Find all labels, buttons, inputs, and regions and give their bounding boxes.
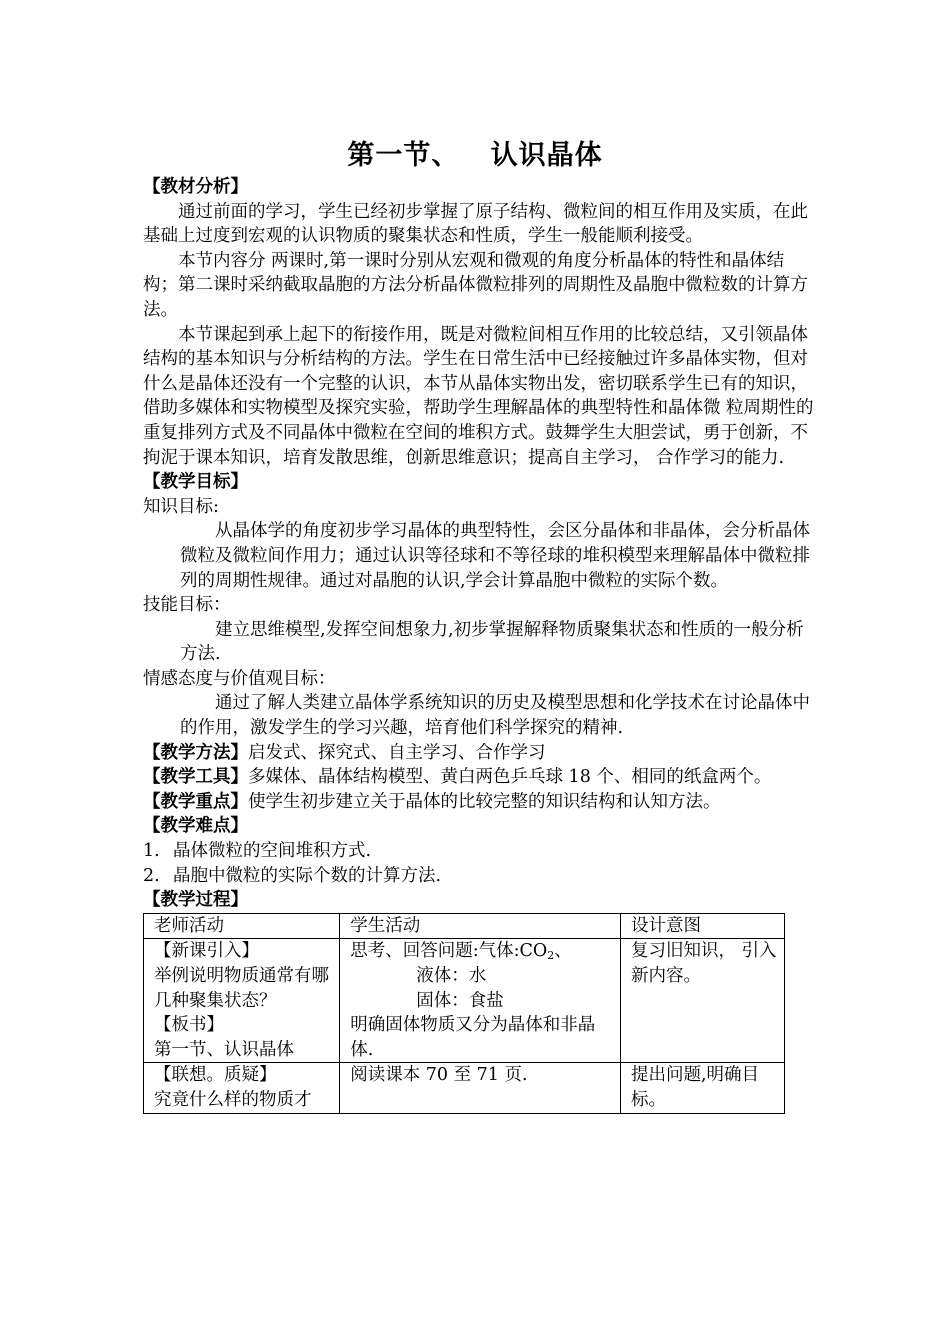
student-conclusion-text: 明确固体物质又分为晶体和非晶体. — [350, 1015, 596, 1060]
difficulty-item — [143, 839, 815, 864]
teaching-key-heading: 【教学重点】 — [143, 791, 248, 812]
design-intent-cell — [620, 1063, 784, 1113]
teaching-method-heading: 【教学方法】 — [143, 742, 248, 763]
teacher-activity-cell — [144, 1063, 340, 1113]
header-design-intent: 设计意图 — [620, 913, 784, 939]
student-answer-gas — [350, 939, 614, 964]
student-activity-cell — [340, 1063, 621, 1113]
new-lesson-intro-label: 【新课引入】 — [154, 941, 259, 962]
section-heading-teaching-goals: 【教学目标】 — [143, 472, 248, 493]
blackboard-text: 第一节、认识晶体 — [154, 1039, 294, 1060]
teaching-process-heading: 【教学过程】 — [143, 890, 248, 911]
student-answer-solid: 固体：食盐 — [416, 990, 504, 1011]
difficulty-item — [143, 864, 815, 889]
student-answer-liquid: 液体：水 — [416, 966, 487, 986]
table-header-row — [144, 913, 785, 939]
document-body — [143, 175, 815, 1114]
teaching-process-table — [143, 913, 785, 1114]
student-activity-cell — [340, 939, 621, 1063]
difficulty-item-text: 晶胞中微粒的实际个数的计算方法. — [173, 865, 442, 886]
difficulty-item-text: 晶体微粒的空间堆积方式. — [173, 841, 372, 862]
skill-goal-text: 建立思维模型,发挥空间想象力,初步掌握解释物质聚集状态和性质的一般分析方法. — [180, 619, 804, 665]
difficulty-item-number: 1. — [143, 841, 160, 862]
blackboard-label: 【板书】 — [154, 1015, 224, 1036]
paragraph-analysis-3: 本节课起到承上起下的衔接作用，既是对微粒间相互作用的比较总结，又引领晶体结构的基本知识与分析结构的方法。学生在日常生活中已经接触过许多晶体实物，但对什么是晶体还没有一个完整的认识，本节从晶体实物出发，密切联系学生已有的知识，借助多媒体和实物模型及探究实验，帮助学生理解晶体的典型特性和晶体微 粒周期性的重复排列方式及不同晶体中微粒在空间的堆积方式。鼓舞学生大胆尝试，勇于创新，不拘泥于课本知识，培育发散思维，创新思维意识；提高自主学习， 合作学习的能力. — [143, 324, 814, 468]
teaching-key-line — [143, 790, 815, 815]
teaching-tools-heading: 【教学工具】 — [143, 767, 248, 788]
co2-subscript: 2 — [547, 949, 555, 963]
section-heading-material-analysis: 【教材分析】 — [143, 177, 248, 197]
design-intent-text: 提出问题,明确目标。 — [630, 1065, 760, 1110]
header-student-activity: 学生活动 — [340, 913, 621, 939]
table-row — [144, 1063, 785, 1113]
teaching-method-line — [143, 741, 815, 766]
teaching-key-text: 使学生初步建立关于晶体的比较完整的知识结构和认知方法。 — [248, 791, 721, 812]
header-teacher-activity: 老师活动 — [144, 913, 340, 939]
skill-goal-label: 技能目标： — [143, 595, 231, 616]
gas-answer-punct: 、 — [554, 941, 572, 962]
knowledge-goal-text: 从晶体学的角度初步学习晶体的典型特性，会区分晶体和非晶体，会分析晶体微粒及微粒间作用力；通过认识等径球和不等径球的堆积模型来理解晶体中微粒排列的周期性规律。通过对晶胞的认识,学会计算晶胞中微粒的实际个数。 — [180, 521, 810, 591]
teaching-tools-line — [143, 765, 815, 790]
gas-answer-text: 思考、回答问题:气体:CO — [350, 941, 548, 962]
student-reading-text: 阅读课本 70 至 71 页. — [350, 1065, 528, 1086]
teaching-difficulty-heading: 【教学难点】 — [143, 816, 248, 837]
difficulty-item-number: 2. — [143, 865, 160, 886]
page-title: 第一节、 认识晶体 — [347, 140, 603, 171]
teacher-question-text: 究竟什么样的物质才 — [154, 1089, 312, 1110]
association-question-label: 【联想。质疑】 — [154, 1065, 277, 1086]
paragraph-analysis-2: 本节内容分 两课时,第一课时分别从宏观和微观的角度分析晶体的特性和晶体结构；第二课时采纳截取晶胞的方法分析晶体微粒排列的周期性及晶胞中微粒数的计算方法。 — [143, 250, 808, 320]
knowledge-goal-label: 知识目标: — [143, 496, 219, 517]
table-row — [144, 939, 785, 1063]
emotion-goal-label: 情感态度与价值观目标： — [143, 668, 336, 689]
teaching-method-text: 启发式、探究式、自主学习、合作学习 — [248, 742, 546, 763]
design-intent-text: 复习旧知识， 引入新内容。 — [630, 941, 777, 986]
emotion-goal-text: 通过了解人类建立晶体学系统知识的历史及模型思想和化学技术在讨论晶体中的作用，激发学生的学习兴趣，培育他们科学探究的精神. — [180, 693, 810, 739]
teacher-question-text: 举例说明物质通常有哪几种聚集状态？ — [154, 966, 329, 1011]
paragraph-analysis-1: 通过前面的学习，学生已经初步掌握了原子结构、微粒间的相互作用及实质，在此基础上过度到宏观的认识物质的聚集状态和性质，学生一般能顺利接受。 — [143, 201, 808, 247]
teaching-tools-text: 多媒体、晶体结构模型、黄白两色乒乓球 18 个、相同的纸盒两个。 — [248, 767, 772, 788]
teacher-activity-cell — [144, 939, 340, 1063]
design-intent-cell — [620, 939, 784, 1063]
